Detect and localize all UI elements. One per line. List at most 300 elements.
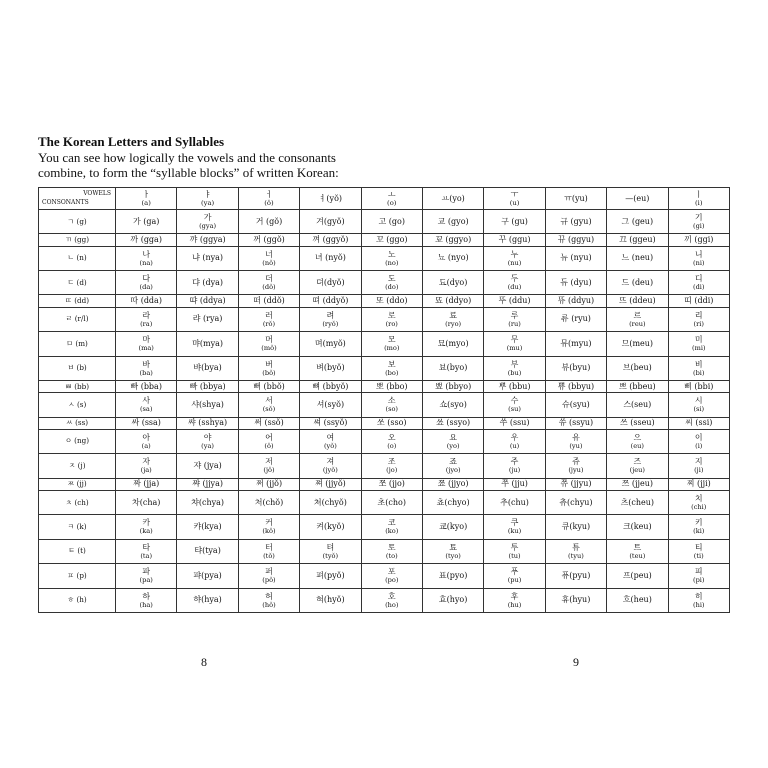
syllable-romanization: (o) <box>387 441 397 450</box>
syllable-cell <box>422 454 483 478</box>
syllable-romanization: (ru) <box>508 319 521 328</box>
syllable-glyph: 소 <box>387 396 396 406</box>
syllable-cell <box>361 234 422 246</box>
syllable-cell <box>422 234 483 246</box>
table-corner <box>39 188 116 210</box>
syllable-cell <box>300 429 361 453</box>
consonant-header: ㅉ (jj) <box>39 478 116 490</box>
vowel-romanization: (a) <box>141 198 151 207</box>
syllable-glyph: 파 <box>142 567 151 577</box>
syllable-glyph: 모 <box>387 335 396 345</box>
syllable-glyph: 티 <box>694 542 703 552</box>
syllable-glyph: 로 <box>387 310 396 320</box>
syllable-cell <box>484 490 545 514</box>
syllable-glyph: 야 <box>203 432 212 442</box>
syllable-romanization: (ka) <box>139 527 153 536</box>
syllable-romanization: (do) <box>385 283 399 292</box>
syllable-glyph: 므(meu) <box>621 338 654 348</box>
syllable-cell <box>300 564 361 588</box>
syllable-glyph: 스(seu) <box>623 399 652 409</box>
syllable-romanization: (pu) <box>507 576 522 585</box>
consonant-header: ㅈ (j) <box>39 454 116 478</box>
syllable-cell <box>422 417 483 429</box>
syllable-glyph: 거 (gŏ) <box>255 216 283 226</box>
syllable-romanization: (ko) <box>385 527 399 536</box>
syllable-glyph: 히 <box>694 591 703 601</box>
syllable-romanization: (tu) <box>508 551 521 560</box>
table-row <box>39 295 730 307</box>
syllable-cell <box>238 478 299 490</box>
syllable-cell <box>422 490 483 514</box>
syllable-glyph: 끼 (ggi) <box>684 235 714 245</box>
consonant-header: ㄴ (n) <box>39 246 116 270</box>
syllable-cell <box>422 271 483 295</box>
syllable-romanization: (ryŏ) <box>322 319 339 328</box>
table-row <box>39 490 730 514</box>
syllable-romanization: (tŏ) <box>263 551 275 560</box>
syllable-glyph: 뿌 (bbu) <box>498 381 531 391</box>
syllable-glyph: 슈(syu) <box>562 399 590 409</box>
syllable-glyph: 이 <box>694 432 703 442</box>
vowel-header-3 <box>300 188 361 210</box>
page-number-right: 9 <box>573 655 579 669</box>
syllable-romanization: (yo) <box>446 441 460 450</box>
syllable-romanization: (ku) <box>507 527 522 536</box>
syllable-glyph: 후 <box>510 591 519 601</box>
syllable-glyph: 또 (ddo) <box>375 296 408 306</box>
syllable-glyph: 커 <box>265 518 273 528</box>
intro-paragraph: You can see how logically the vowels and the consonants combine, to form the “syllable blocks” of written Korean: <box>38 150 339 180</box>
syllable-glyph: 쨔 (jjya) <box>192 479 223 489</box>
table-row <box>39 454 730 478</box>
syllable-romanization: (jeu) <box>629 466 645 475</box>
syllable-cell <box>545 332 606 356</box>
syllable-glyph: 져 <box>326 457 335 467</box>
syllable-glyph: 떠 (ddŏ) <box>253 296 285 306</box>
syllable-cell <box>361 454 422 478</box>
syllable-cell <box>607 478 668 490</box>
syllable-glyph: 루 <box>510 310 519 320</box>
syllable-glyph: 추(chu) <box>500 497 529 507</box>
syllable-cell <box>607 490 668 514</box>
syllable-glyph: 쵸(chyo) <box>436 497 470 507</box>
syllable-glyph: 쩌 (jjŏ) <box>255 479 283 489</box>
syllable-romanization: (ma) <box>138 344 154 353</box>
syllable-cell <box>422 246 483 270</box>
syllable-glyph: 뉴 (nyu) <box>560 253 592 263</box>
syllable-romanization: (mŏ) <box>261 344 277 353</box>
syllable-cell <box>545 429 606 453</box>
syllable-cell <box>607 356 668 380</box>
vowel-glyph: ㅛ(yo) <box>441 193 465 203</box>
syllable-glyph: 써 (ssŏ) <box>254 418 284 428</box>
syllable-cell <box>300 271 361 295</box>
consonant-header: ㄲ (gg) <box>39 234 116 246</box>
syllable-glyph: 부 <box>510 359 519 369</box>
syllable-cell <box>238 539 299 563</box>
syllable-glyph: 지 <box>694 457 703 467</box>
syllable-cell <box>238 295 299 307</box>
syllable-cell <box>422 515 483 539</box>
syllable-romanization: (ra) <box>140 319 153 328</box>
syllable-cell <box>116 454 177 478</box>
syllable-cell <box>177 393 238 417</box>
syllable-cell <box>116 429 177 453</box>
syllable-glyph: 쿄(kyo) <box>439 521 468 531</box>
consonants-label: CONSONANTS <box>42 199 89 206</box>
vowel-romanization: (o) <box>387 198 397 207</box>
syllable-glyph: 무 <box>510 335 519 345</box>
syllable-glyph: 미 <box>694 335 703 345</box>
syllable-romanization: (jŏ) <box>263 466 275 475</box>
syllable-cell <box>545 588 606 613</box>
syllable-glyph: 퓨(pyu) <box>561 570 591 580</box>
syllable-cell <box>238 234 299 246</box>
syllable-glyph: 햐(hya) <box>193 595 222 605</box>
syllable-cell <box>607 307 668 331</box>
syllable-cell <box>545 515 606 539</box>
syllable-glyph: 류 (ryu) <box>560 314 591 324</box>
syllable-glyph: 흐(heu) <box>622 595 652 605</box>
syllable-glyph: 튜 <box>572 542 580 552</box>
syllable-cell <box>361 417 422 429</box>
syllable-glyph: 빠 (bbya) <box>189 381 226 391</box>
syllable-romanization: (bu) <box>507 368 522 377</box>
syllable-cell <box>238 271 299 295</box>
syllable-glyph: 비 <box>694 359 703 369</box>
syllable-glyph: 투 <box>510 542 519 552</box>
consonant-header: ㅋ (k) <box>39 515 116 539</box>
syllable-cell <box>300 332 361 356</box>
syllable-glyph: 쎠 (ssyŏ) <box>313 418 348 428</box>
syllable-cell <box>116 307 177 331</box>
syllable-romanization: (jyu) <box>568 466 584 475</box>
syllable-romanization: (ti) <box>693 551 704 560</box>
syllable-glyph: 쿠 <box>510 518 519 528</box>
table-row <box>39 380 730 392</box>
syllable-cell <box>116 478 177 490</box>
syllable-cell <box>177 295 238 307</box>
syllable-cell <box>607 271 668 295</box>
vowel-glyph: ㅗ <box>387 189 396 199</box>
syllable-cell <box>300 380 361 392</box>
vowel-romanization: (ŏ) <box>264 198 274 207</box>
syllable-cell <box>422 295 483 307</box>
syllable-glyph: 뷰(byu) <box>561 363 591 373</box>
syllable-cell <box>177 246 238 270</box>
syllable-glyph: 쇼(syo) <box>439 399 467 409</box>
consonant-header: ㅂ (b) <box>39 356 116 380</box>
syllable-glyph: 꺄 (ggya) <box>189 235 226 245</box>
syllable-glyph: 띠 (ddi) <box>684 296 714 306</box>
syllable-cell <box>361 295 422 307</box>
syllable-cell <box>484 393 545 417</box>
syllable-cell <box>177 588 238 613</box>
syllable-cell <box>177 490 238 514</box>
syllable-cell <box>607 234 668 246</box>
syllable-cell <box>545 271 606 295</box>
syllable-cell <box>177 429 238 453</box>
consonant-header: ㅆ (ss) <box>39 417 116 429</box>
syllable-romanization: (so) <box>385 405 398 414</box>
syllable-glyph: 셔(syŏ) <box>316 399 345 409</box>
syllable-romanization: (da) <box>139 283 153 292</box>
syllable-romanization: (sŏ) <box>262 405 276 414</box>
syllable-glyph: 바 <box>142 359 151 369</box>
syllable-glyph: 카 <box>142 518 151 528</box>
syllable-romanization: (hŏ) <box>262 600 276 609</box>
syllable-cell <box>238 332 299 356</box>
syllable-romanization: (ryo) <box>445 319 462 328</box>
syllable-glyph: 초(cho) <box>377 497 406 507</box>
syllable-cell <box>484 429 545 453</box>
syllable-glyph: 랴 (rya) <box>192 314 223 324</box>
syllable-glyph: 가 <box>203 213 212 223</box>
table-row <box>39 417 730 429</box>
syllable-glyph: 머 <box>265 335 273 345</box>
syllable-cell <box>484 515 545 539</box>
syllable-glyph: 꾜 (ggyo) <box>435 235 472 245</box>
syllable-cell <box>668 564 729 588</box>
syllable-cell <box>116 332 177 356</box>
syllable-romanization: (dŏ) <box>262 283 276 292</box>
syllable-cell <box>668 380 729 392</box>
syllable-glyph: 나 <box>142 249 151 259</box>
vowel-header-row <box>39 188 730 210</box>
syllable-glyph: 우 <box>510 432 519 442</box>
syllable-cell <box>422 356 483 380</box>
table-row <box>39 539 730 563</box>
syllable-cell <box>668 234 729 246</box>
vowel-glyph: ㅕ(yŏ) <box>318 193 343 203</box>
syllable-cell <box>422 210 483 234</box>
page-number-left: 8 <box>201 655 207 669</box>
syllable-glyph: 차(cha) <box>132 497 161 507</box>
syllable-glyph: 뜨 (ddeu) <box>618 296 656 306</box>
table-row <box>39 307 730 331</box>
table-row <box>39 429 730 453</box>
syllable-cell <box>361 393 422 417</box>
syllable-cell <box>177 515 238 539</box>
syllable-cell <box>545 307 606 331</box>
syllable-cell <box>607 380 668 392</box>
syllable-glyph: 라 <box>142 310 151 320</box>
syllable-cell <box>238 246 299 270</box>
syllable-cell <box>116 393 177 417</box>
consonant-header: ㅎ (h) <box>39 588 116 613</box>
syllable-romanization: (mu) <box>506 344 523 353</box>
syllable-glyph: 여 <box>326 432 335 442</box>
syllable-cell <box>607 417 668 429</box>
syllable-romanization: (tyo) <box>445 551 461 560</box>
syllable-cell <box>668 246 729 270</box>
syllable-cell <box>668 417 729 429</box>
syllable-glyph: 교 (gyo) <box>437 216 469 226</box>
syllable-cell <box>668 332 729 356</box>
syllable-glyph: 그 (geu) <box>621 216 654 226</box>
syllable-glyph: 댜 (dya) <box>192 277 224 287</box>
syllable-glyph: 어 <box>265 432 273 442</box>
syllable-cell <box>668 454 729 478</box>
consonant-header: ㅊ (ch) <box>39 490 116 514</box>
vowel-glyph: ㅓ <box>265 189 273 199</box>
syllable-cell <box>361 539 422 563</box>
syllable-cell <box>116 380 177 392</box>
syllable-cell <box>361 246 422 270</box>
syllable-romanization: (ja) <box>140 466 152 475</box>
syllable-romanization: (hu) <box>507 600 522 609</box>
syllable-glyph: 쑤 (ssu) <box>499 418 530 428</box>
syllable-romanization: (nŏ) <box>262 258 276 267</box>
syllable-cell <box>238 490 299 514</box>
syllable-glyph: 쪼 (jjo) <box>378 479 405 489</box>
syllable-cell <box>545 454 606 478</box>
syllable-cell <box>300 539 361 563</box>
syllable-romanization: (yŏ) <box>323 441 337 450</box>
syllable-romanization: (nu) <box>507 258 522 267</box>
syllable-glyph: 디 <box>694 274 703 284</box>
syllable-glyph: 겨(gyŏ) <box>316 216 345 226</box>
heading-block <box>38 134 738 180</box>
page-title: The Korean Letters and Syllables <box>38 134 225 149</box>
syllable-glyph: 뇨 (nyo) <box>437 253 469 263</box>
syllable-cell <box>361 564 422 588</box>
syllable-glyph: 퍼 <box>265 567 273 577</box>
vowel-glyph: ㅑ <box>203 189 212 199</box>
syllable-cell <box>668 429 729 453</box>
syllable-cell <box>177 307 238 331</box>
syllable-cell <box>545 478 606 490</box>
syllable-glyph: 툐 <box>449 542 458 552</box>
syllable-glyph: 다 <box>142 274 151 284</box>
syllable-glyph: 코 <box>387 518 396 528</box>
syllable-cell <box>668 356 729 380</box>
syllable-cell <box>300 588 361 613</box>
syllable-cell <box>300 356 361 380</box>
syllable-glyph: 고 (go) <box>378 216 405 226</box>
syllable-glyph: 펴(pyŏ) <box>316 570 345 580</box>
syllable-glyph: 뽀 (bbo) <box>375 381 408 391</box>
syllable-romanization: (kŏ) <box>262 527 276 536</box>
consonant-header: ㅍ (p) <box>39 564 116 588</box>
syllable-cell <box>238 393 299 417</box>
syllable-cell <box>545 210 606 234</box>
table-body <box>39 210 730 613</box>
syllable-glyph: 아 <box>142 432 151 442</box>
table-row <box>39 234 730 246</box>
syllable-cell <box>422 332 483 356</box>
consonant-header: ㅇ (ng) <box>39 429 116 453</box>
vowel-header-4 <box>361 188 422 210</box>
syllable-glyph: 포 <box>387 567 396 577</box>
syllable-cell <box>300 393 361 417</box>
syllable-cell <box>668 210 729 234</box>
syllable-cell <box>116 588 177 613</box>
syllable-cell <box>116 539 177 563</box>
vowel-glyph: —(eu) <box>625 193 650 203</box>
syllable-glyph: 리 <box>694 310 703 320</box>
syllable-romanization: (gi) <box>693 222 705 231</box>
syllable-cell <box>361 307 422 331</box>
syllable-glyph: 챠(chya) <box>191 497 225 507</box>
syllable-cell <box>238 417 299 429</box>
syllable-romanization: (hi) <box>693 600 705 609</box>
syllable-cell <box>116 356 177 380</box>
vowel-romanization: (ya) <box>200 198 215 207</box>
syllable-glyph: 따 (dda) <box>130 296 162 306</box>
syllable-cell <box>484 332 545 356</box>
syllable-glyph: 쌰 (sshya) <box>188 418 228 428</box>
syllable-cell <box>607 429 668 453</box>
syllable-glyph: 니 <box>694 249 703 259</box>
syllable-romanization: (jo) <box>386 466 398 475</box>
syllable-cell <box>361 429 422 453</box>
syllable-cell <box>300 454 361 478</box>
syllable-cell <box>484 564 545 588</box>
syllable-cell <box>300 295 361 307</box>
syllable-glyph: 즈 <box>633 457 642 467</box>
syllable-glyph: 효(hyo) <box>438 595 468 605</box>
syllable-glyph: 토 <box>387 542 396 552</box>
syllable-cell <box>545 380 606 392</box>
vowel-glyph: ㅠ(yu) <box>564 193 588 203</box>
syllable-cell <box>422 588 483 613</box>
consonant-header: ㄱ (g) <box>39 210 116 234</box>
syllable-glyph: 으 <box>633 432 642 442</box>
table-row <box>39 356 730 380</box>
syllable-romanization: (jyo) <box>445 466 461 475</box>
syllable-glyph: 구 (gu) <box>501 216 528 226</box>
syllable-glyph: 텨 <box>326 542 335 552</box>
syllable-glyph: 러 <box>265 310 273 320</box>
syllable-glyph: 두 <box>510 274 519 284</box>
syllable-glyph: 규 (gyu) <box>560 216 592 226</box>
consonant-header: ㄹ (r/l) <box>39 307 116 331</box>
syllable-cell <box>177 380 238 392</box>
syllable-glyph: 꼬 (ggo) <box>375 235 408 245</box>
table-row <box>39 515 730 539</box>
syllable-glyph: 너 <box>265 249 273 259</box>
syllable-cell <box>545 393 606 417</box>
syllable-glyph: 츠(cheu) <box>620 497 655 507</box>
syllable-romanization: (ki) <box>693 527 705 536</box>
syllable-cell <box>484 454 545 478</box>
syllable-glyph: 려 <box>326 310 335 320</box>
syllable-cell <box>607 210 668 234</box>
syllable-cell <box>668 295 729 307</box>
syllable-glyph: 마 <box>142 335 151 345</box>
syllable-romanization: (mo) <box>384 344 400 353</box>
syllable-romanization: (tyu) <box>568 551 584 560</box>
syllable-cell <box>177 478 238 490</box>
syllable-cell <box>238 429 299 453</box>
syllable-cell <box>545 490 606 514</box>
syllable-cell <box>177 539 238 563</box>
syllable-cell <box>545 564 606 588</box>
syllable-romanization: (si) <box>693 405 705 414</box>
syllable-glyph: 노 <box>387 249 396 259</box>
syllable-glyph: 드 (deu) <box>621 277 654 287</box>
syllable-glyph: 듀 (dyu) <box>560 277 592 287</box>
syllable-glyph: 뮤(myu) <box>560 338 592 348</box>
syllable-romanization: (bi) <box>693 368 705 377</box>
syllable-cell <box>361 332 422 356</box>
syllable-romanization: (pa) <box>139 576 153 585</box>
syllable-romanization: (ba) <box>139 368 153 377</box>
syllable-cell <box>300 234 361 246</box>
syllable-cell <box>238 454 299 478</box>
vowel-romanization: (i) <box>695 198 703 207</box>
